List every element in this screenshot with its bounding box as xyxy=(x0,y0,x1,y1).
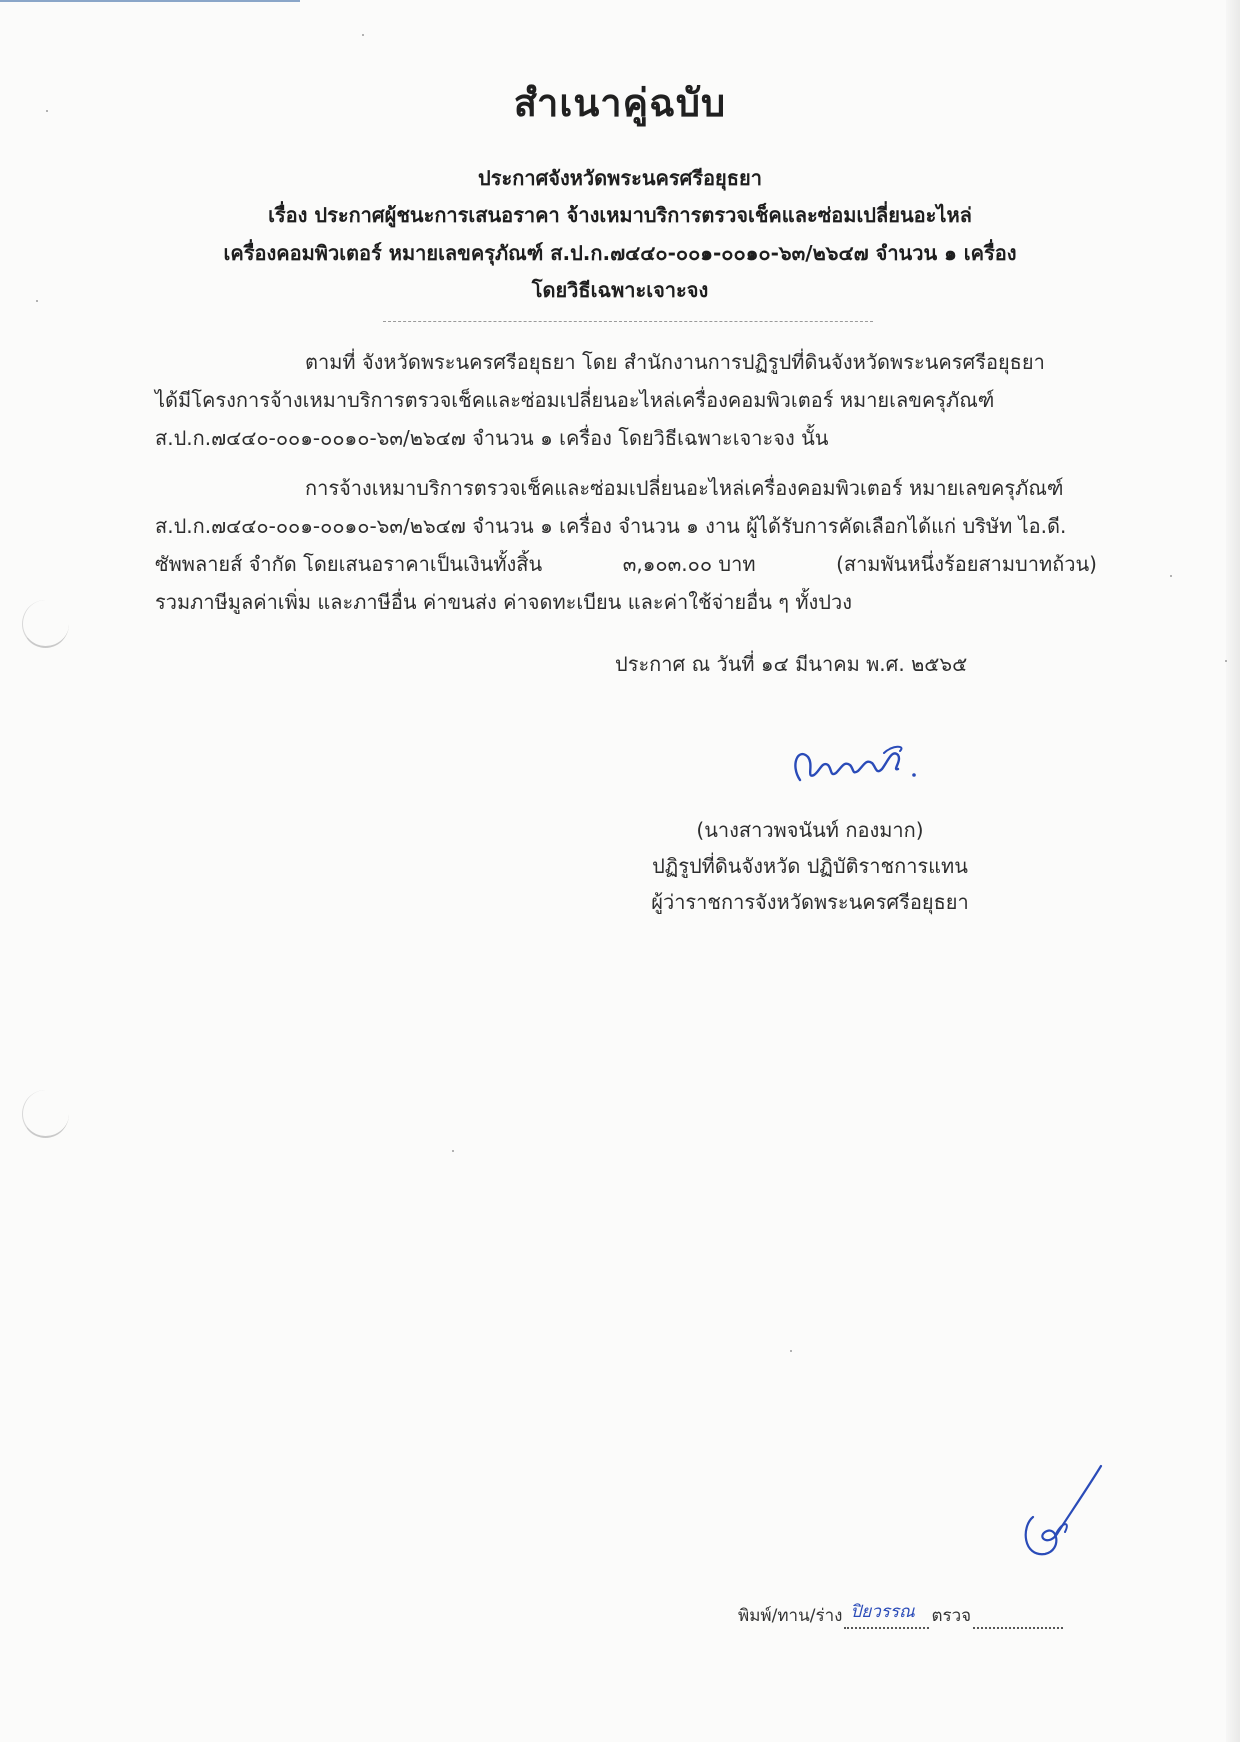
heading-line-1: ประกาศจังหวัดพระนครศรีอยุธยา xyxy=(478,166,762,190)
signatory-name: (นางสาวพจนันท์ กองมาก) xyxy=(696,818,924,842)
paragraph-2-line: รวมภาษีมูลค่าเพิ่ม และภาษีอื่น ค่าขนส่ง ค่าจดทะเบียน และค่าใช้จ่ายอื่น ๆ ทั้งปวง xyxy=(155,590,852,614)
paragraph-1-line: ได้มีโครงการจ้างเหมาบริการตรวจเช็คและซ่อมเปลี่ยนอะไหล่เครื่องคอมพิวเตอร์ หมายเลขครุภัณฑ์ xyxy=(155,388,995,412)
handwritten-signature xyxy=(780,735,960,795)
paragraph-1-line: ส.ป.ก.๗๔๔๐-๐๐๑-๐๐๑๐-๖๓/๒๖๔๗ จำนวน ๑ เครื่อง โดยวิธีเฉพาะเจาะจง นั้น xyxy=(155,426,829,450)
scan-speck xyxy=(1225,660,1227,662)
checked-label: ตรวจ xyxy=(931,1606,972,1626)
announcement-date: ประกาศ ณ วันที่ ๑๔ มีนาคม พ.ศ. ๒๕๖๕ xyxy=(615,652,968,676)
scan-edge xyxy=(0,0,300,2)
heading-line-4: โดยวิธีเฉพาะเจาะจง xyxy=(531,278,709,302)
punch-hole xyxy=(22,1090,69,1138)
signatory-position: ปฏิรูปที่ดินจังหวัด ปฏิบัติราชการแทน xyxy=(652,854,968,878)
paragraph-2-price-line xyxy=(155,545,1097,583)
heading-divider xyxy=(383,321,873,322)
offer-amount-words: (สามพันหนึ่งร้อยสามบาทถ้วน) xyxy=(836,552,1097,576)
paragraph-2 xyxy=(155,469,1097,621)
copy-stamp: สำเนาคู่ฉบับ xyxy=(513,81,727,125)
signatory-position: ผู้ว่าราชการจังหวัดพระนครศรีอยุธยา xyxy=(651,890,969,914)
paragraph-1-line: ตามที่ จังหวัดพระนครศรีอยุธยา โดย สำนักงานการปฏิรูปที่ดินจังหวัดพระนครศรีอยุธยา xyxy=(305,350,1045,374)
punch-hole xyxy=(22,600,69,648)
paragraph-2-line: การจ้างเหมาบริการตรวจเช็คและซ่อมเปลี่ยนอะไหล่เครื่องคอมพิวเตอร์ หมายเลขครุภัณฑ์ xyxy=(305,476,1064,500)
heading-line-2: เรื่อง ประกาศผู้ชนะการเสนอราคา จ้างเหมาบริการตรวจเช็คและซ่อมเปลี่ยนอะไหล่ xyxy=(268,203,972,227)
offer-amount: ๓,๑๐๓.๐๐ บาท xyxy=(622,552,756,576)
paragraph-2-line: ส.ป.ก.๗๔๔๐-๐๐๑-๐๐๑๐-๖๓/๒๖๔๗ จำนวน ๑ เครื่อง จำนวน ๑ งาน ผู้ได้รับการคัดเลือกได้แก่ บริษัท ไอ.ดี. xyxy=(155,514,1067,538)
heading-line-3: เครื่องคอมพิวเตอร์ หมายเลขครุภัณฑ์ ส.ป.ก.๗๔๔๐-๐๐๑-๐๐๑๐-๖๓/๒๖๔๗ จำนวน ๑ เครื่อง xyxy=(223,241,1017,265)
checked-by-field xyxy=(973,1613,1063,1629)
scan-speck xyxy=(452,1150,454,1152)
scan-speck xyxy=(1170,575,1172,577)
scan-speck xyxy=(362,34,364,36)
checker-initials xyxy=(1015,1462,1105,1562)
typed-label: พิมพ์/ทาน/ร่าง xyxy=(738,1606,843,1626)
typed-by-field xyxy=(844,1602,929,1629)
signatory-block xyxy=(600,812,1020,920)
offer-text: ซัพพลายส์ จำกัด โดยเสนอราคาเป็นเงินทั้งสิ้น xyxy=(155,552,543,576)
scan-speck xyxy=(790,1350,792,1352)
typed-by-name: ปิยวรรณ xyxy=(850,1602,915,1622)
paragraph-1 xyxy=(155,343,1097,457)
typist-footer xyxy=(738,1602,1065,1629)
